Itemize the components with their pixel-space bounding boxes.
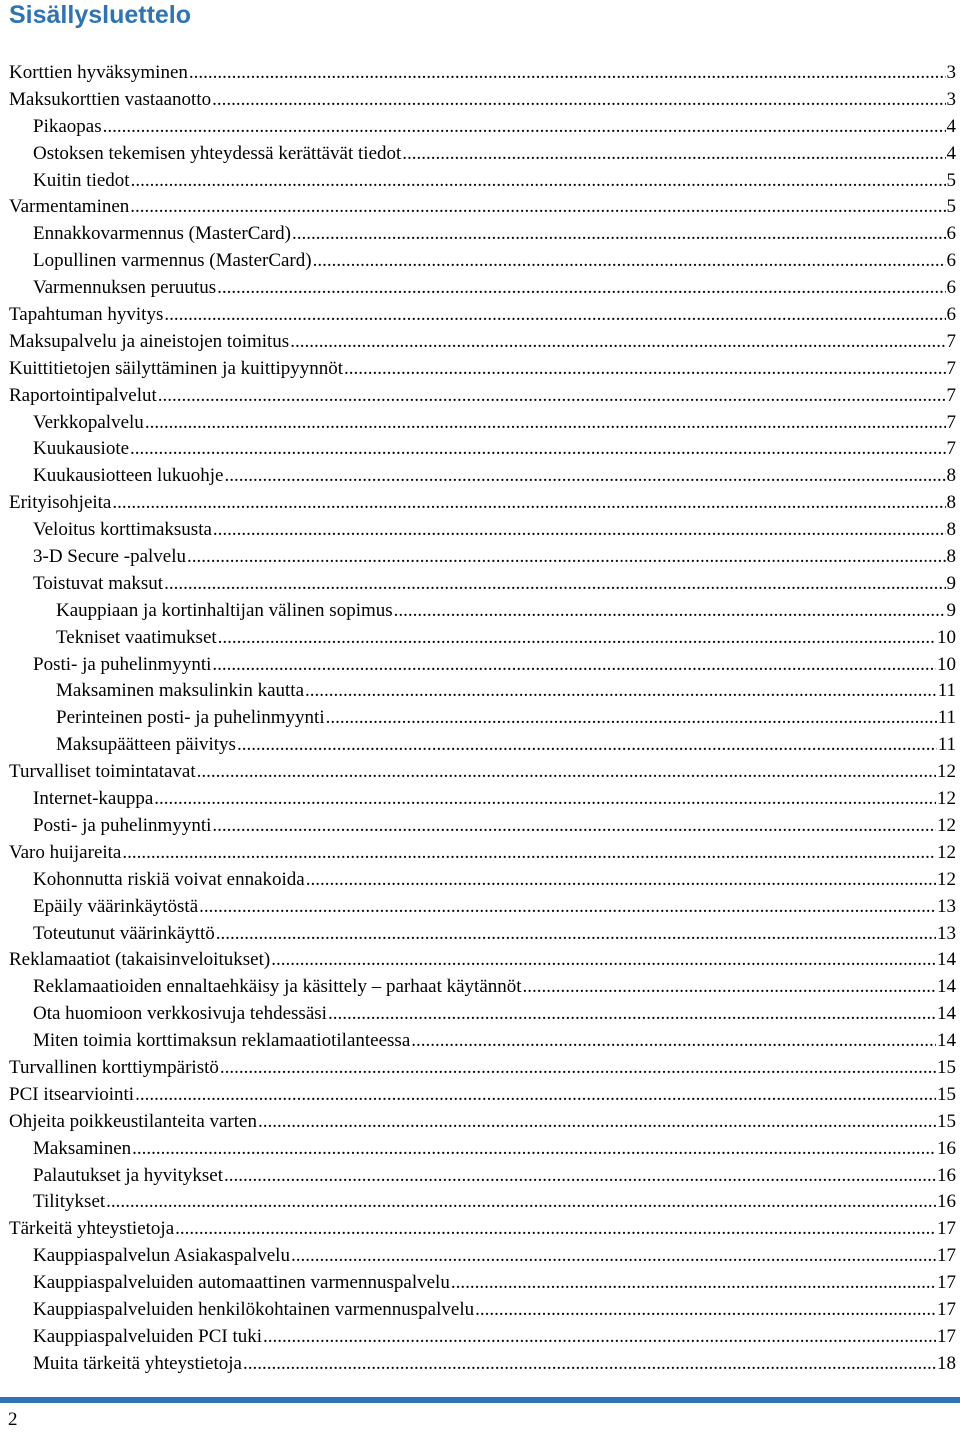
toc-entry-title: Miten toimia korttimaksun reklamaatiotilanteessa	[33, 1030, 411, 1052]
toc-entry-title: Maksaminen maksulinkin kautta	[56, 680, 305, 702]
toc-entry-page: 6	[946, 250, 956, 272]
toc-entry[interactable]	[0, 894, 960, 921]
toc-entry-page: 15	[937, 1056, 956, 1078]
toc-entry-page: 9	[946, 599, 956, 621]
toc-entry-page: 14	[937, 1030, 956, 1052]
toc-entry-title: Kauppiaspalveluiden automaattinen varmennuspalvelu	[33, 1272, 450, 1294]
toc-entry-page: 17	[937, 1298, 956, 1320]
toc-dot-leader	[135, 1082, 936, 1109]
toc-dot-leader	[217, 275, 945, 302]
toc-entry-page: 13	[937, 895, 956, 917]
toc-entry-title: Erityisohjeita	[9, 492, 112, 514]
toc-entry[interactable]	[0, 625, 960, 652]
toc-entry-page: 9	[946, 572, 956, 594]
toc-entry-page: 8	[946, 546, 956, 568]
toc-entry-title: Kauppiaspalveluiden henkilökohtainen varmennuspalvelu	[33, 1298, 475, 1320]
toc-entry-title: Posti- ja puhelinmyynti	[33, 653, 212, 675]
toc-entry-page: 14	[937, 1003, 956, 1025]
toc-entry[interactable]	[0, 813, 960, 840]
toc-entry[interactable]	[0, 1001, 960, 1028]
toc-entry-title: Lopullinen varmennus (MasterCard)	[33, 250, 312, 272]
toc-entry[interactable]	[0, 544, 960, 571]
toc-dot-leader	[164, 571, 945, 598]
toc-entry-title: Korttien hyväksyminen	[9, 62, 188, 83]
toc-entry[interactable]	[0, 840, 960, 867]
toc-dot-leader	[290, 329, 945, 356]
toc-entry-page: 3	[946, 88, 956, 110]
toc-entry-title: Toistuvat maksut	[33, 572, 164, 594]
toc-dot-leader	[189, 60, 946, 87]
toc-entry[interactable]	[0, 436, 960, 463]
toc-entry-page: 12	[937, 814, 956, 836]
toc-entry[interactable]	[0, 60, 960, 87]
toc-entry-title: Kauppiaan ja kortinhaltijan välinen sopimus	[56, 599, 393, 621]
toc-entry-page: 17	[937, 1325, 956, 1347]
toc-entry-page: 18	[937, 1352, 956, 1374]
toc-dot-leader	[218, 625, 936, 652]
toc-dot-leader	[145, 410, 946, 437]
toc-entry-title: Internet-kauppa	[33, 788, 154, 810]
toc-entry-title: Palautukset ja hyvitykset	[33, 1164, 223, 1186]
toc-entry-page: 16	[937, 1137, 956, 1159]
toc-entry-title: PCI itsearviointi	[9, 1083, 135, 1105]
toc-entry[interactable]	[0, 275, 960, 302]
toc-entry-title: Ennakkovarmennus (MasterCard)	[33, 223, 292, 245]
toc-entry-page: 12	[937, 841, 956, 863]
toc-entry-title: Kuukausiote	[33, 438, 130, 460]
toc-entry-page: 15	[937, 1110, 956, 1132]
toc-entry-title: Kohonnutta riskiä voivat ennakoida	[33, 868, 305, 890]
toc-entry-page: 5	[946, 196, 956, 218]
toc-entry[interactable]	[0, 921, 960, 948]
toc-dot-leader	[132, 1136, 936, 1163]
toc-entry-title: Ohjeita poikkeustilanteita varten	[9, 1110, 257, 1132]
toc-entry-title: Perinteinen posti- ja puhelinmyynti	[56, 707, 325, 729]
toc-entry-title: Ostoksen tekemisen yhteydessä kerättävät tiedot	[33, 142, 402, 164]
toc-entry-title: Ota huomioon verkkosivuja tehdessäsi	[33, 1003, 327, 1025]
page-title: Sisällysluettelo	[9, 1, 192, 29]
toc-entry-page: 7	[946, 411, 956, 433]
toc-entry[interactable]	[0, 732, 960, 759]
toc-entry[interactable]	[0, 678, 960, 705]
toc-dot-leader	[291, 1243, 936, 1270]
toc-entry-page: 14	[937, 949, 956, 971]
toc-entry-title: Muita tärkeitä yhteystietoja	[33, 1352, 242, 1374]
toc-entry[interactable]	[0, 759, 960, 786]
toc-entry[interactable]	[0, 1055, 960, 1082]
toc-entry[interactable]	[0, 221, 960, 248]
toc-entry-title: Varo huijareita	[9, 841, 122, 863]
toc-entry-title: Turvallinen korttiympäristö	[9, 1056, 219, 1078]
toc-entry-title: Tekniset vaatimukset	[56, 626, 217, 648]
toc-entry-title: Tapahtuman hyvitys	[9, 304, 164, 326]
toc-entry-page: 8	[946, 519, 956, 541]
toc-dot-leader	[197, 759, 936, 786]
toc-entry-page: 16	[937, 1191, 956, 1213]
toc-entry[interactable]	[0, 1189, 960, 1216]
toc-dot-leader	[122, 840, 936, 867]
toc-entry[interactable]	[0, 1136, 960, 1163]
toc-entry-page: 6	[946, 277, 956, 299]
toc-entry-page: 17	[937, 1218, 956, 1240]
toc-entry-title: Tilitykset	[33, 1191, 106, 1213]
toc-entry[interactable]	[0, 410, 960, 437]
toc-entry[interactable]	[0, 974, 960, 1001]
toc-entry-title: Turvalliset toimintatavat	[9, 761, 196, 783]
toc-entry-title: Reklamaatioiden ennaltaehkäisy ja käsittely – parhaat käytännöt	[33, 976, 522, 998]
toc-entry-page: 3	[946, 62, 956, 83]
toc-entry[interactable]	[0, 383, 960, 410]
toc-entry-page: 10	[937, 653, 956, 675]
toc-dot-leader	[106, 1189, 936, 1216]
toc-dot-leader	[164, 302, 945, 329]
toc-dot-leader	[451, 1270, 936, 1297]
toc-entry-page: 7	[946, 330, 956, 352]
toc-entry-title: Pikaopas	[33, 115, 102, 137]
toc-entry[interactable]	[0, 248, 960, 275]
toc-entry-page: 5	[946, 169, 956, 191]
toc-dot-leader	[313, 248, 946, 275]
toc-entry-page: 15	[937, 1083, 956, 1105]
toc-entry[interactable]	[0, 517, 960, 544]
toc-dot-leader	[187, 544, 946, 571]
toc-dot-leader	[212, 813, 936, 840]
toc-entry-page: 11	[937, 680, 956, 702]
toc-entry-title: Posti- ja puhelinmyynti	[33, 814, 212, 836]
toc-entry[interactable]	[0, 114, 960, 141]
toc-entry-page: 10	[937, 626, 956, 648]
toc-entry-page: 6	[946, 223, 956, 245]
table-of-contents	[0, 60, 960, 1378]
toc-entry-page: 14	[937, 976, 956, 998]
toc-entry[interactable]	[0, 1324, 960, 1351]
toc-entry[interactable]	[0, 329, 960, 356]
toc-dot-leader	[158, 383, 946, 410]
toc-dot-leader	[271, 947, 936, 974]
toc-entry-page: 16	[937, 1164, 956, 1186]
toc-entry-title: Maksaminen	[33, 1137, 132, 1159]
toc-dot-leader	[213, 517, 946, 544]
toc-entry-title: Maksupalvelu ja aineistojen toimitus	[9, 330, 290, 352]
toc-dot-leader	[130, 194, 945, 221]
toc-dot-leader	[131, 168, 946, 195]
toc-dot-leader	[258, 1109, 936, 1136]
toc-entry-title: Toteutunut väärinkäyttö	[33, 922, 215, 944]
toc-entry-page: 7	[946, 438, 956, 460]
toc-entry[interactable]	[0, 1082, 960, 1109]
toc-entry-page: 12	[937, 788, 956, 810]
toc-entry[interactable]	[0, 1351, 960, 1378]
toc-entry-title: Verkkopalvelu	[33, 411, 144, 433]
toc-dot-leader	[175, 1216, 936, 1243]
toc-entry[interactable]	[0, 490, 960, 517]
toc-dot-leader	[475, 1297, 936, 1324]
page-number: 2	[8, 1409, 18, 1430]
toc-dot-leader	[243, 1351, 936, 1378]
toc-entry-title: Epäily väärinkäytöstä	[33, 895, 199, 917]
toc-entry-page: 17	[937, 1272, 956, 1294]
toc-entry-title: Veloitus korttimaksusta	[33, 519, 212, 541]
toc-dot-leader	[523, 974, 936, 1001]
toc-entry-title: Kauppiaspalvelun Asiakaspalvelu	[33, 1245, 290, 1267]
toc-entry[interactable]	[0, 1109, 960, 1136]
toc-entry[interactable]	[0, 168, 960, 195]
toc-entry-page: 12	[937, 868, 956, 890]
toc-dot-leader	[224, 1163, 936, 1190]
toc-entry-page: 17	[937, 1245, 956, 1267]
toc-entry-page: 7	[946, 384, 956, 406]
toc-entry[interactable]	[0, 705, 960, 732]
toc-dot-leader	[328, 1001, 936, 1028]
toc-entry[interactable]	[0, 1270, 960, 1297]
toc-entry[interactable]	[0, 194, 960, 221]
toc-entry[interactable]	[0, 786, 960, 813]
toc-dot-leader	[212, 652, 936, 679]
toc-entry-title: Reklamaatiot (takaisinveloitukset)	[9, 949, 271, 971]
toc-dot-leader	[199, 894, 936, 921]
toc-dot-leader	[411, 1028, 936, 1055]
toc-dot-leader	[225, 463, 946, 490]
toc-dot-leader	[130, 436, 945, 463]
toc-entry-title: Kauppiaspalveluiden PCI tuki	[33, 1325, 263, 1347]
toc-entry-title: Tärkeitä yhteystietoja	[9, 1218, 175, 1240]
toc-entry[interactable]	[0, 87, 960, 114]
toc-dot-leader	[220, 1055, 936, 1082]
toc-entry-page: 13	[937, 922, 956, 944]
toc-entry[interactable]	[0, 1028, 960, 1055]
toc-entry-page: 11	[937, 734, 956, 756]
toc-entry-title: Maksupäätteen päivitys	[56, 734, 236, 756]
toc-entry-page: 4	[946, 115, 956, 137]
toc-entry[interactable]	[0, 652, 960, 679]
toc-entry-page: 4	[946, 142, 956, 164]
toc-entry-title: Raportointipalvelut	[9, 384, 157, 406]
toc-entry[interactable]	[0, 1243, 960, 1270]
toc-entry[interactable]	[0, 571, 960, 598]
toc-entry-page: 8	[946, 492, 956, 514]
toc-dot-leader	[263, 1324, 936, 1351]
toc-entry-title: 3-D Secure -palvelu	[33, 546, 186, 568]
toc-entry[interactable]	[0, 463, 960, 490]
toc-dot-leader	[402, 141, 945, 168]
toc-dot-leader	[154, 786, 936, 813]
toc-entry[interactable]	[0, 1216, 960, 1243]
toc-entry[interactable]	[0, 867, 960, 894]
toc-dot-leader	[394, 598, 946, 625]
toc-dot-leader	[306, 867, 936, 894]
toc-entry-page: 6	[946, 304, 956, 326]
toc-entry-title: Kuukausiotteen lukuohje	[33, 465, 224, 487]
toc-dot-leader	[212, 87, 945, 114]
toc-entry[interactable]	[0, 947, 960, 974]
toc-dot-leader	[344, 356, 945, 383]
toc-entry-page: 12	[937, 761, 956, 783]
toc-entry[interactable]	[0, 302, 960, 329]
toc-entry-page: 7	[946, 357, 956, 379]
toc-dot-leader	[292, 221, 945, 248]
toc-entry-page: 8	[946, 465, 956, 487]
toc-dot-leader	[305, 678, 937, 705]
toc-entry-title: Kuittitietojen säilyttäminen ja kuittipyynnöt	[9, 357, 344, 379]
toc-entry[interactable]	[0, 356, 960, 383]
toc-entry-page: 11	[937, 707, 956, 729]
toc-entry-title: Kuitin tiedot	[33, 169, 130, 191]
toc-entry-title: Varmentaminen	[9, 196, 130, 218]
toc-dot-leader	[112, 490, 945, 517]
toc-entry[interactable]	[0, 141, 960, 168]
toc-entry[interactable]	[0, 598, 960, 625]
footer-rule	[0, 1397, 960, 1403]
toc-entry[interactable]	[0, 1297, 960, 1324]
toc-entry[interactable]	[0, 1163, 960, 1190]
toc-dot-leader	[103, 114, 946, 141]
toc-dot-leader	[326, 705, 937, 732]
toc-dot-leader	[216, 921, 936, 948]
toc-entry-title: Maksukorttien vastaanotto	[9, 88, 212, 110]
toc-entry-title: Varmennuksen peruutus	[33, 277, 217, 299]
toc-dot-leader	[237, 732, 937, 759]
